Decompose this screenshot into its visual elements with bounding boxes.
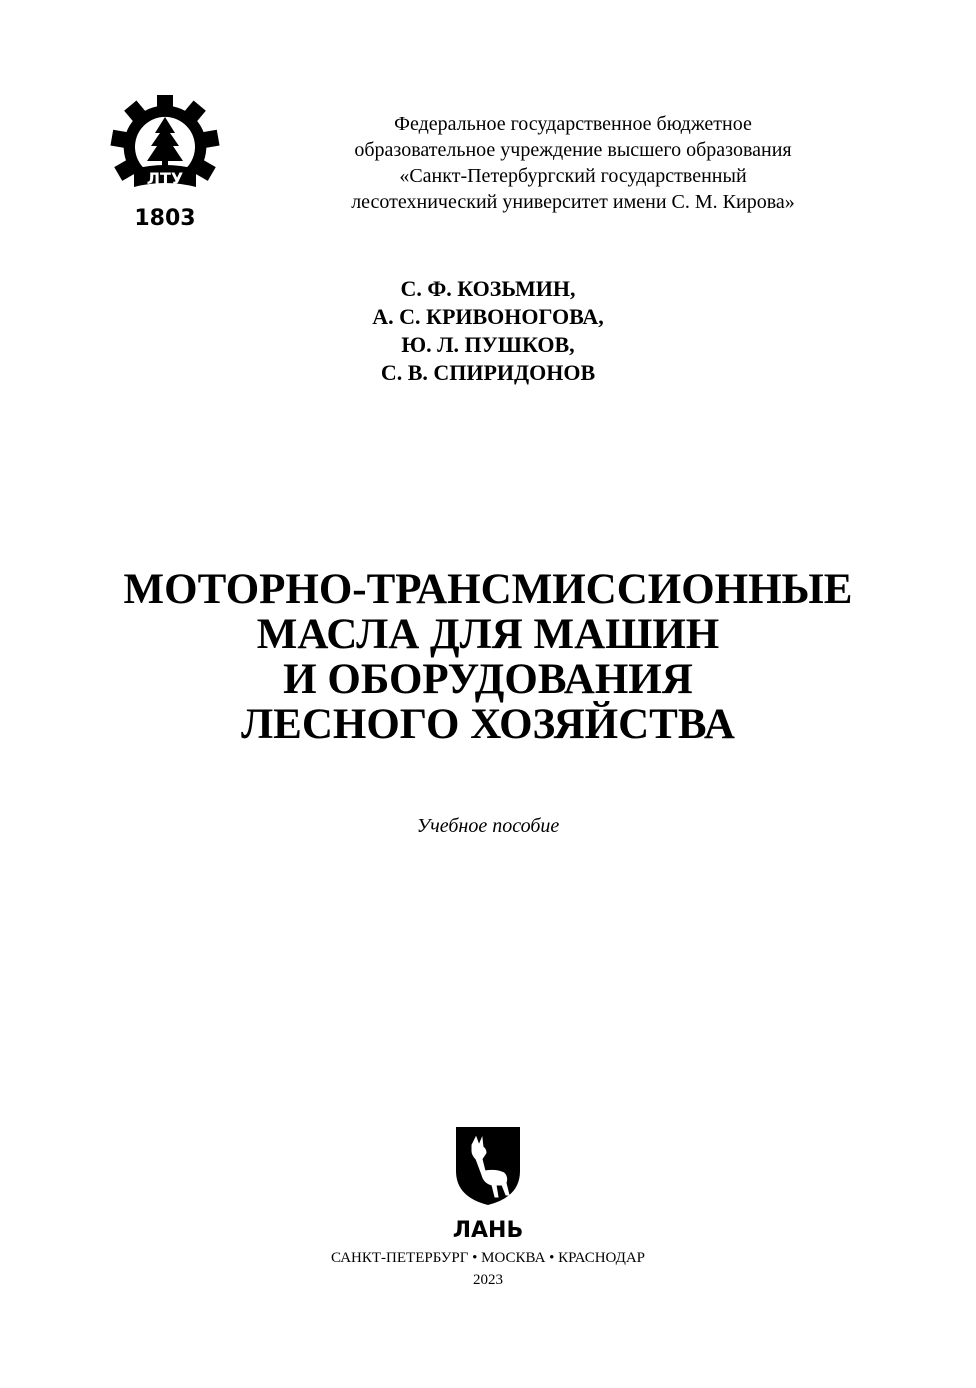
title-line: И ОБОРУДОВАНИЯ (283, 656, 693, 703)
title-line: МАСЛА ДЛЯ МАШИН (256, 611, 720, 658)
title-line: МОТОРНО-ТРАНСМИССИОННЫЕ (123, 566, 853, 613)
author: Ю. Л. ПУШКОВ, (401, 332, 575, 357)
institution-line: образовательное учреждение высшего образования (354, 139, 792, 161)
institution-line: Федеральное государственное бюджетное (394, 113, 752, 135)
fir-tree-icon (147, 117, 183, 169)
logo-year: 1803 (134, 206, 196, 231)
publisher-logo (452, 1125, 524, 1243)
authors-list (288, 275, 688, 387)
institution-line: лесотехнический университет имени С. М. Кирова» (351, 191, 795, 213)
publisher-name: ЛАНЬ (452, 1218, 524, 1243)
title-line: ЛЕСНОГО ХОЗЯЙСТВА (241, 701, 735, 748)
book-title (40, 567, 936, 747)
author: А. С. КРИВОНОГОВА, (372, 304, 604, 329)
shield-icon (456, 1127, 520, 1205)
book-type: Учебное пособие (416, 815, 560, 837)
author: С. В. СПИРИДОНОВ (380, 360, 596, 385)
logo-letters: ЛТУ (146, 169, 184, 188)
institution-line: «Санкт-Петербургский государственный (399, 165, 747, 187)
publisher-cities: САНКТ-ПЕТЕРБУРГ • МОСКВА • КРАСНОДАР (330, 1250, 646, 1266)
publication-year: 2023 (473, 1272, 503, 1288)
author: С. Ф. КОЗЬМИН, (400, 276, 576, 301)
institution-name (300, 111, 846, 215)
university-logo (108, 95, 222, 235)
